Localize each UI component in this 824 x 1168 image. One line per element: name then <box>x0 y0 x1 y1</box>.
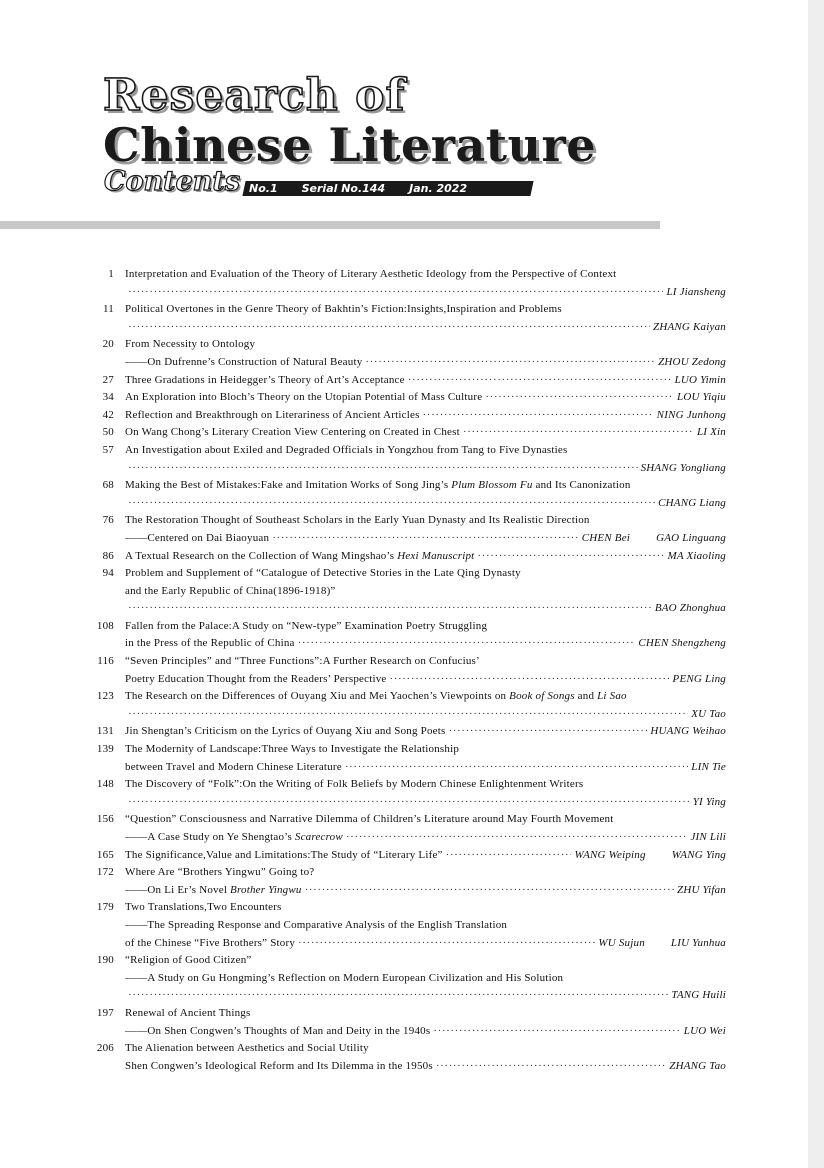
dot-leader <box>128 284 663 302</box>
toc-page-number: 139 <box>96 743 114 756</box>
toc-entry[interactable] <box>92 723 726 741</box>
toc-entry-body <box>125 847 726 865</box>
toc-entry[interactable] <box>92 776 726 811</box>
table-of-contents <box>92 266 726 1075</box>
title-fragment: Jin Shengtan’s Criticism on the Lyrics of Ouyang Xiu and Song Poets <box>125 725 446 738</box>
title-fragment: ——The Spreading Response and Comparative Analysis of the English Translation <box>125 918 508 931</box>
toc-entry-body <box>125 407 726 425</box>
toc-author: YI Ying <box>692 795 726 808</box>
italic-work-title: Hexi Manuscript <box>397 549 475 562</box>
toc-page-number: 197 <box>96 1006 114 1019</box>
toc-entry[interactable] <box>92 548 726 566</box>
title-fragment: Reflection and Breakthrough on Literariness of Ancient Articles <box>125 408 420 421</box>
dot-leader <box>128 794 690 812</box>
title-fragment: of the Chinese “Five Brothers” Story <box>125 936 296 949</box>
toc-title-text <box>125 899 282 917</box>
toc-line <box>125 829 726 847</box>
title-fragment: Where Are “Brothers Yingwu” Going to? <box>125 866 315 879</box>
toc-author: WANG Ying <box>671 848 726 861</box>
italic-work-title: Brother Yingwu <box>230 883 302 896</box>
title-fragment: Making the Best of Mistakes:Fake and Imitation Works of Song Jing’s <box>125 479 452 492</box>
toc-author: ZHANG Tao <box>669 1059 726 1072</box>
toc-entry[interactable] <box>92 1005 726 1040</box>
title-fragment: between Travel and Modern Chinese Literature <box>125 760 342 773</box>
toc-title-text <box>125 442 568 460</box>
toc-entry-body <box>125 548 726 566</box>
toc-title-text <box>125 372 405 390</box>
italic-work-title: Scarecrow <box>294 831 343 843</box>
toc-entry-body <box>125 477 726 512</box>
toc-page-number: 123 <box>96 690 114 703</box>
toc-title-text <box>125 1005 250 1023</box>
toc-entry-body <box>125 653 726 688</box>
toc-title-text <box>125 882 302 900</box>
toc-page-number: 108 <box>96 619 114 632</box>
toc-entry[interactable] <box>92 424 726 442</box>
toc-title-text <box>125 829 343 847</box>
toc-line <box>125 442 726 460</box>
toc-author: LIN Tie <box>691 760 726 773</box>
toc-entry-body <box>125 899 726 952</box>
toc-title-text <box>125 512 590 530</box>
toc-line <box>125 460 726 478</box>
toc-author: LI Xin <box>696 426 726 439</box>
toc-entry-body <box>125 1005 726 1040</box>
toc-author: ZHANG Kaiyan <box>653 320 726 333</box>
toc-line <box>125 618 726 636</box>
toc-title-text <box>125 952 251 970</box>
toc-title-text <box>125 688 627 706</box>
toc-page-number: 86 <box>102 549 114 562</box>
toc-line <box>125 1023 726 1041</box>
toc-author: WU Sujun <box>598 936 645 949</box>
dot-leader <box>272 530 579 548</box>
toc-entry[interactable] <box>92 899 726 952</box>
toc-line <box>125 319 726 337</box>
toc-page-number: 116 <box>97 655 114 668</box>
toc-line <box>125 301 726 319</box>
dot-leader <box>485 389 674 407</box>
toc-page-number: 68 <box>102 479 114 492</box>
toc-page-number: 165 <box>96 848 114 861</box>
toc-author: JIN Lili <box>690 831 726 843</box>
toc-page-number: 50 <box>102 426 114 439</box>
toc-title-text <box>125 301 562 319</box>
toc-line <box>125 987 726 1005</box>
italic-work-title: Li Sao <box>597 690 627 703</box>
toc-entry[interactable] <box>92 389 726 407</box>
title-fragment: Three Gradations in Heidegger’s Theory of Art’s Acceptance <box>125 373 405 386</box>
title-fragment: Political Overtones in the Genre Theory of Bakhtin’s Fiction:Insights,Inspiration and Problems <box>125 303 562 316</box>
toc-author: HUANG Weihao <box>650 725 726 738</box>
page-edge-shadow <box>808 0 824 1168</box>
title-fragment: The Research on the Differences of Ouyang Xiu and Mei Yaochen’s Viewpoints on <box>125 690 510 703</box>
toc-line <box>125 1005 726 1023</box>
dot-leader <box>128 495 655 513</box>
title-fragment: Interpretation and Evaluation of the Theory of Literary Aesthetic Ideology from the Perspective of Context <box>125 268 617 280</box>
toc-page-number: 131 <box>96 725 114 738</box>
toc-entry[interactable] <box>92 301 726 336</box>
journal-title-line-1: Research of <box>103 70 406 121</box>
toc-author: BAO Zhonghua <box>654 602 726 615</box>
title-fragment: Fallen from the Palace:A Study on “New-type” Examination Poetry Struggling <box>125 619 488 632</box>
dot-leader <box>298 935 595 953</box>
toc-entry-body <box>125 811 726 846</box>
toc-line <box>125 864 726 882</box>
dot-leader <box>128 987 668 1005</box>
dot-leader <box>408 372 672 390</box>
title-fragment: Problem and Supplement of “Catalogue of Detective Stories in the Late Qing Dynasty <box>125 567 521 580</box>
toc-author: LUO Wei <box>683 1024 726 1037</box>
toc-entry-body <box>125 1040 726 1075</box>
toc-author: LUO Yimin <box>674 373 726 386</box>
title-fragment: “Question” Consciousness and Narrative Dilemma of Children’s Literature around May Fourth Movement <box>125 813 614 826</box>
toc-entry-body <box>125 424 726 442</box>
dot-leader <box>345 759 688 777</box>
toc-entry[interactable] <box>92 952 726 1005</box>
toc-entry[interactable] <box>92 864 726 899</box>
title-fragment: ——Centered on Dai Biaoyuan <box>125 531 270 544</box>
toc-entry-body <box>125 565 726 618</box>
toc-line <box>125 583 726 601</box>
toc-title-text <box>125 424 460 442</box>
toc-author: TANG Huili <box>671 989 726 1002</box>
toc-entry-body <box>125 618 726 653</box>
toc-entry[interactable] <box>92 512 726 547</box>
toc-author: LIU Yunhua <box>670 936 726 949</box>
toc-line <box>125 653 726 671</box>
toc-author: ZHU Yifan <box>677 883 726 896</box>
toc-page-number: 1 <box>108 268 114 280</box>
toc-entry[interactable] <box>92 653 726 688</box>
contents-heading: Contents <box>104 166 241 197</box>
toc-entry[interactable] <box>92 266 726 301</box>
toc-entry-body <box>125 336 726 371</box>
dot-leader <box>128 600 652 618</box>
title-fragment: “Religion of Good Citizen” <box>125 954 252 967</box>
toc-line <box>125 600 726 618</box>
toc-entry[interactable] <box>92 336 726 371</box>
toc-author: GAO Linguang <box>656 531 726 544</box>
toc-entry-body <box>125 723 726 741</box>
title-fragment: and the Early Republic of China(1896-1918)” <box>125 584 336 597</box>
toc-entry[interactable] <box>92 811 726 846</box>
toc-entry[interactable] <box>92 565 726 618</box>
dot-leader <box>390 671 670 689</box>
toc-title-text <box>125 407 420 425</box>
toc-line <box>125 688 726 706</box>
toc-title-text <box>125 776 583 794</box>
toc-title-text <box>125 477 631 495</box>
toc-title-text <box>125 354 362 372</box>
dot-leader <box>305 882 674 900</box>
toc-line <box>125 917 726 935</box>
toc-entry[interactable] <box>92 1040 726 1075</box>
toc-author: PENG Ling <box>672 672 726 685</box>
toc-title-text <box>125 759 342 777</box>
toc-line <box>125 565 726 583</box>
toc-title-text <box>125 864 314 882</box>
title-fragment: and Its Canonization <box>532 479 631 492</box>
toc-entry-body <box>125 389 726 407</box>
dot-leader <box>128 319 650 337</box>
toc-title-text <box>125 548 474 566</box>
issue-info <box>249 181 467 196</box>
title-fragment: The Significance,Value and Limitations:The Study of “Literary Life” <box>125 848 443 861</box>
toc-line <box>125 284 726 302</box>
title-fragment: A Textual Research on the Collection of Wang Mingshao’s <box>125 549 398 562</box>
toc-entry-body <box>125 301 726 336</box>
toc-line <box>125 530 726 548</box>
toc-entry[interactable] <box>92 442 726 477</box>
title-fragment: ——A Case Study on Ye Shengtao’s <box>125 831 295 843</box>
title-fragment: An Exploration into Bloch’s Theory on the Utopian Potential of Mass Culture <box>125 391 483 404</box>
toc-entry-body <box>125 864 726 899</box>
toc-line <box>125 882 726 900</box>
toc-line <box>125 759 726 777</box>
toc-title-text <box>125 970 563 988</box>
toc-line <box>125 1058 726 1076</box>
title-fragment: ——A Study on Gu Hongming’s Reflection on Modern European Civilization and His Solution <box>125 971 564 984</box>
title-fragment: Poetry Education Thought from the Readers’ Perspective <box>125 672 387 685</box>
toc-line <box>125 899 726 917</box>
title-fragment: An Investigation about Exiled and Degraded Officials in Yongzhou from Tang to Five Dynasties <box>125 443 568 456</box>
toc-title-text <box>125 1058 433 1076</box>
dot-leader <box>423 407 654 425</box>
toc-page-number: 42 <box>102 408 114 421</box>
toc-title-text <box>125 671 387 689</box>
toc-page-number: 27 <box>102 373 114 386</box>
toc-line <box>125 952 726 970</box>
issue-number: No.1 <box>249 182 278 195</box>
toc-page-number: 11 <box>103 303 114 316</box>
toc-title-text <box>125 266 616 284</box>
title-fragment: and <box>574 690 598 703</box>
toc-line <box>125 970 726 988</box>
toc-title-text <box>125 741 459 759</box>
title-fragment: Shen Congwen’s Ideological Reform and Its Dilemma in the 1950s <box>125 1059 433 1072</box>
toc-title-text <box>125 811 614 829</box>
title-fragment: Two Translations,Two Encounters <box>125 901 282 914</box>
toc-title-text <box>125 635 295 653</box>
toc-author: WANG Weiping <box>574 848 646 861</box>
toc-entry[interactable] <box>92 372 726 390</box>
toc-title-text <box>125 565 521 583</box>
toc-page-number: 179 <box>96 901 114 914</box>
toc-entry[interactable] <box>92 847 726 865</box>
toc-line <box>125 266 726 284</box>
title-fragment: ——On Dufrenne’s Construction of Natural Beauty <box>125 355 363 368</box>
toc-entry[interactable] <box>92 688 726 723</box>
dot-leader <box>346 829 688 847</box>
toc-page-number: 34 <box>102 391 114 404</box>
toc-page-number: 206 <box>96 1042 114 1055</box>
toc-line <box>125 847 726 865</box>
issue-date: Jan. 2022 <box>409 182 468 195</box>
toc-line <box>125 1040 726 1058</box>
title-fragment: ——On Li Er’s Novel <box>125 883 231 896</box>
toc-author: CHEN Shengzheng <box>638 637 726 650</box>
toc-line <box>125 495 726 513</box>
dot-leader <box>128 706 688 724</box>
italic-work-title: Plum Blossom Fu <box>451 479 533 492</box>
toc-line <box>125 935 726 953</box>
toc-line <box>125 512 726 530</box>
toc-entry[interactable] <box>92 741 726 776</box>
toc-line <box>125 372 726 390</box>
toc-title-text <box>125 847 443 865</box>
toc-page-number: 156 <box>96 813 114 826</box>
italic-work-title: Book of Songs <box>509 690 575 703</box>
toc-author: XU Tao <box>691 707 726 720</box>
toc-entry-body <box>125 688 726 723</box>
toc-line <box>125 794 726 812</box>
header-divider <box>0 221 660 229</box>
toc-title-text <box>125 653 480 671</box>
dot-leader <box>436 1058 666 1076</box>
dot-leader <box>477 548 664 566</box>
toc-title-text <box>125 530 269 548</box>
toc-author: CHEN Bei <box>581 531 631 544</box>
toc-line <box>125 407 726 425</box>
toc-page-number: 94 <box>102 567 114 580</box>
title-fragment: ——On Shen Congwen’s Thoughts of Man and Deity in the 1940s <box>125 1024 431 1037</box>
toc-line <box>125 723 726 741</box>
toc-line <box>125 671 726 689</box>
toc-author: CHANG Liang <box>658 496 726 509</box>
title-fragment: “Seven Principles” and “Three Functions”:A Further Research on Confucius’ <box>125 655 480 668</box>
dot-leader <box>298 635 636 653</box>
toc-entry-body <box>125 266 726 301</box>
toc-line <box>125 548 726 566</box>
toc-entry[interactable] <box>92 618 726 653</box>
toc-line <box>125 635 726 653</box>
toc-author: LOU Yiqiu <box>677 391 726 404</box>
toc-entry[interactable] <box>92 477 726 512</box>
toc-line <box>125 424 726 442</box>
toc-page-number: 190 <box>96 954 114 967</box>
toc-page-number: 20 <box>102 338 114 351</box>
toc-entry[interactable] <box>92 407 726 425</box>
toc-entry-body <box>125 776 726 811</box>
toc-entry-body <box>125 741 726 776</box>
toc-line <box>125 389 726 407</box>
toc-title-text <box>125 935 295 953</box>
toc-entry-body <box>125 952 726 1005</box>
toc-title-text <box>125 1023 430 1041</box>
toc-line <box>125 741 726 759</box>
title-fragment: The Restoration Thought of Southeast Scholars in the Early Yuan Dynasty and Its Realistic Direction <box>125 514 590 527</box>
toc-line <box>125 477 726 495</box>
toc-author: ZHOU Zedong <box>658 355 726 368</box>
toc-title-text <box>125 618 487 636</box>
dot-leader <box>446 847 572 865</box>
title-fragment: From Necessity to Ontology <box>125 338 256 351</box>
toc-title-text <box>125 917 507 935</box>
serial-number: Serial No.144 <box>301 182 386 195</box>
toc-page-number: 76 <box>102 514 114 527</box>
toc-author: NING Junhong <box>656 408 726 421</box>
toc-author: SHANG Yongliang <box>640 461 726 474</box>
toc-entry-body <box>125 512 726 547</box>
toc-author: LI Jiansheng <box>666 285 726 298</box>
toc-title-text <box>125 723 445 741</box>
dot-leader <box>433 1023 680 1041</box>
toc-page-number: 57 <box>102 443 114 456</box>
toc-title-text <box>125 389 482 407</box>
toc-page-number: 148 <box>96 778 114 791</box>
dot-leader <box>365 354 655 372</box>
title-fragment: The Discovery of “Folk”:On the Writing of Folk Beliefs by Modern Chinese Enlightenment Writers <box>125 778 584 791</box>
dot-leader <box>448 723 647 741</box>
toc-line <box>125 776 726 794</box>
title-fragment: The Modernity of Landscape:Three Ways to Investigate the Relationship <box>125 743 460 756</box>
dot-leader <box>463 424 694 442</box>
toc-title-text <box>125 583 336 601</box>
toc-title-text <box>125 1040 369 1058</box>
toc-entry-body <box>125 372 726 390</box>
toc-entry-body <box>125 442 726 477</box>
title-fragment: The Alienation between Aesthetics and Social Utility <box>125 1042 369 1055</box>
toc-line <box>125 706 726 724</box>
toc-line <box>125 354 726 372</box>
title-fragment: Renewal of Ancient Things <box>125 1006 251 1019</box>
toc-line <box>125 811 726 829</box>
toc-title-text <box>125 336 255 354</box>
title-fragment: in the Press of the Republic of China <box>125 637 295 650</box>
toc-line <box>125 336 726 354</box>
toc-author: MA Xiaoling <box>667 549 726 562</box>
toc-page-number: 172 <box>96 866 114 879</box>
journal-title-line-2: Chinese Literature <box>103 118 596 172</box>
title-fragment: On Wang Chong’s Literary Creation View Centering on Created in Chest <box>125 426 460 439</box>
dot-leader <box>128 460 638 478</box>
